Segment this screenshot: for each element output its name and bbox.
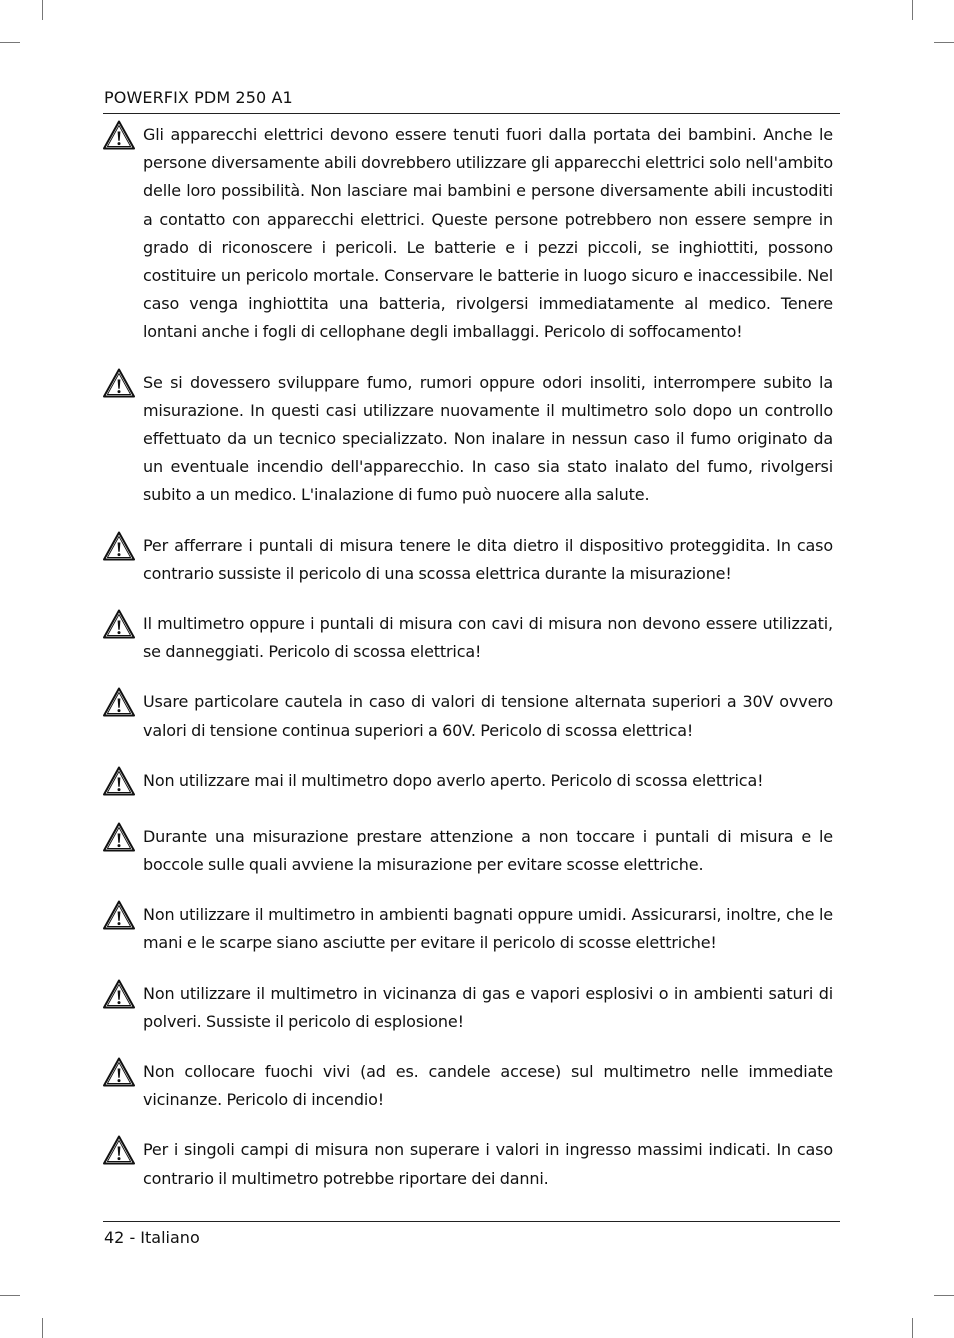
- page-number: 42 - Italiano: [104, 1228, 200, 1247]
- warning-text: Non utilizzare il multimetro in vicinanza di gas e vapori esplosivi o in ambienti saturi di polveri. Sussiste il pericolo di esplosione!: [143, 983, 833, 1031]
- crop-mark: [912, 0, 913, 20]
- warning-item: [102, 767, 833, 801]
- warning-list: [102, 121, 833, 1193]
- header-title: POWERFIX PDM 250 A1: [104, 88, 293, 107]
- warning-triangle-icon: [102, 767, 143, 801]
- warning-triangle-icon: [102, 610, 143, 644]
- warning-triangle-icon: [102, 823, 143, 857]
- crop-mark: [42, 1318, 43, 1338]
- header-rule: [103, 113, 840, 114]
- warning-text: Non utilizzare il multimetro in ambienti bagnati oppure umidi. Assicurarsi, inoltre, che le mani e le scarpe siano asciutte per evitare il pericolo di scosse elettriche!: [143, 905, 833, 953]
- warning-text: Il multimetro oppure i puntali di misura con cavi di misura non devono essere utilizzati, se danneggiati. Pericolo di scossa elettrica!: [143, 614, 833, 662]
- warning-text: Per i singoli campi di misura non superare i valori in ingresso massimi indicati. In caso contrario il multimetro potrebbe riportare dei danni.: [143, 1140, 833, 1188]
- warning-text: Gli apparecchi elettrici devono essere tenuti fuori dalla portata dei bambini. Anche le persone diversamente abili dovrebbero utilizzare gli apparecchi elettrici solo nell'ambito delle loro possibilità. Non lasciare mai bambini e persone diversamente abili incustoditi a contatto con apparecchi elettrici. Queste persone potrebbero non essere sempre in grado di riconoscere i pericoli. Le batterie e i pezzi piccoli, se inghiottiti, possono costituire un pericolo mortale. Conservare le batterie in luogo sicuro e inaccessibile. Nel caso venga inghiottita una batteria, rivolgersi immediatamente al medico. Tenere lontani anche i fogli di cellophane degli imballaggi. Pericolo di soffocamento!: [143, 125, 834, 342]
- warning-text: Non utilizzare mai il multimetro dopo averlo aperto. Pericolo di scossa elettrica!: [143, 770, 764, 790]
- warning-text: Usare particolare cautela in caso di valori di tensione alternata superiori a 30V ovvero valori di tensione continua superiori a 60V. Pericolo di scossa elettrica!: [143, 692, 833, 740]
- warning-triangle-icon: [102, 901, 143, 935]
- crop-mark: [42, 0, 43, 20]
- warning-item: [102, 610, 833, 666]
- warning-triangle-icon: [102, 688, 143, 722]
- warning-item: [102, 121, 833, 347]
- warning-item: [102, 823, 833, 879]
- warning-item: [102, 980, 833, 1036]
- warning-text: Se si dovessero sviluppare fumo, rumori oppure odori insoliti, interrompere subito la misurazione. In questi casi utilizzare nuovamente il multimetro solo dopo un controllo effettuato da un tecnico specializzato. Non inalare in nessun caso il fumo originato da un eventuale incendio dell'apparecchio. In caso sia stato inalato del fumo, rivolgersi subito a un medico. L'inalazione di fumo può nuocere alla salute.: [143, 372, 833, 505]
- warning-triangle-icon: [102, 369, 143, 403]
- warning-item: [102, 688, 833, 744]
- crop-mark: [0, 42, 20, 43]
- warning-text: Durante una misurazione prestare attenzione a non toccare i puntali di misura e le boccole sulle quali avviene la misurazione per evitare scosse elettriche.: [143, 826, 833, 875]
- warning-text: Per afferrare i puntali di misura tenere le dita dietro il dispositivo proteggidita. In caso contrario sussiste il pericolo di una scossa elettrica durante la misurazione!: [143, 535, 833, 583]
- warning-triangle-icon: [102, 980, 143, 1014]
- crop-mark: [934, 1295, 954, 1296]
- crop-mark: [912, 1318, 913, 1338]
- crop-mark: [0, 1295, 20, 1296]
- footer-rule: [103, 1221, 840, 1222]
- warning-item: [102, 901, 833, 957]
- warning-triangle-icon: [102, 1136, 143, 1170]
- warning-text: Non collocare fuochi vivi (ad es. candele accese) sul multimetro nelle immediate vicinanze. Pericolo di incendio!: [143, 1062, 833, 1110]
- warning-triangle-icon: [102, 532, 143, 566]
- warning-item: [102, 532, 833, 588]
- warning-item: [102, 1136, 833, 1192]
- warning-triangle-icon: [102, 121, 143, 155]
- crop-mark: [934, 42, 954, 43]
- warning-triangle-icon: [102, 1058, 143, 1092]
- warning-item: [102, 369, 833, 510]
- warning-item: [102, 1058, 833, 1114]
